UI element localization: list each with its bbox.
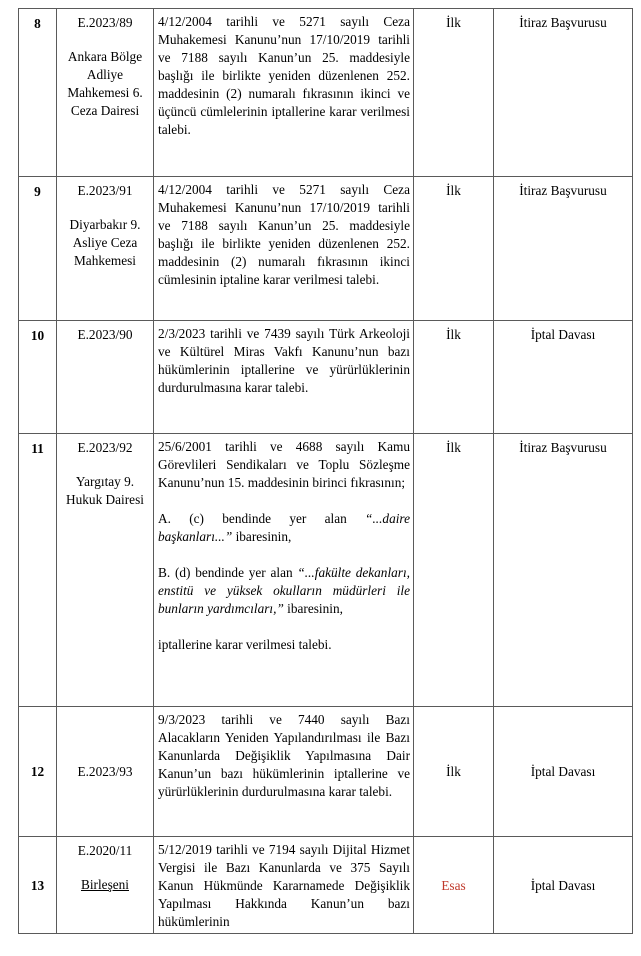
case-table bbox=[18, 8, 633, 934]
case-subject: 4/12/2004 tarihli ve 5271 sayılı Ceza Muhakemesi Kanunu’nun 17/10/2019 tarihli ve 7188 sayılı Kanun’un 25. maddesiyle başlığı ile birlikte yeniden düzenlenen 252. maddesinin (2) numaralı fıkrasının ikinci cümlesinin iptaline karar verilmesi talebi. bbox=[158, 182, 410, 287]
row-number: 9 bbox=[34, 184, 41, 199]
case-type: İtiraz Başvurusu bbox=[519, 440, 607, 455]
table-row bbox=[19, 321, 633, 434]
subject-item-b: B. (d) bendinde yer alan “...fakülte dekanları, enstitü ve yüksek okulların müdürleri ile bunların yardımcıları,” ibaresinin, bbox=[158, 565, 410, 616]
subject-intro: 25/6/2001 tarihli ve 4688 sayılı Kamu Görevlileri Sendikaları ve Toplu Sözleşme Kanunu’nun 15. maddesinin birinci fıkrasının; bbox=[158, 439, 410, 490]
case-number: E.2023/92 bbox=[77, 440, 133, 455]
case-type: İtiraz Başvurusu bbox=[519, 15, 607, 30]
court-name: Diyarbakır 9. Asliye Ceza Mahkemesi bbox=[69, 217, 141, 268]
case-stage: İlk bbox=[446, 327, 461, 342]
merged-case-link[interactable]: Birleşeni bbox=[80, 877, 129, 892]
row-number: 11 bbox=[31, 441, 44, 456]
case-type: İptal Davası bbox=[530, 877, 596, 893]
row-number: 10 bbox=[30, 328, 45, 343]
case-stage: İlk bbox=[446, 183, 461, 198]
case-type: İptal Davası bbox=[530, 327, 596, 342]
table-row bbox=[19, 434, 633, 707]
case-number: E.2023/91 bbox=[77, 183, 133, 198]
case-subject: 4/12/2004 tarihli ve 5271 sayılı Ceza Muhakemesi Kanunu’nun 17/10/2019 tarihli ve 7188 sayılı Kanun’un 25. maddesiyle başlığı ile birlikte yeniden düzenlenen 252. maddesinin (2) numaralı fıkrasının ikinci ve üçüncü cümlelerinin iptallerine karar verilmesi talebi. bbox=[158, 14, 410, 137]
court-name: Ankara Bölge Adliye Mahkemesi 6. Ceza Dairesi bbox=[67, 49, 143, 118]
quoted-phrase: “...fakülte dekanları, enstitü ve yüksek okulların müdürleri ile bunların yardımcıları,” bbox=[158, 565, 410, 616]
case-stage: İlk bbox=[446, 15, 461, 30]
case-type: İtiraz Başvurusu bbox=[519, 183, 607, 198]
case-stage: İlk bbox=[446, 764, 461, 779]
table-row bbox=[19, 177, 633, 321]
table-row bbox=[19, 837, 633, 934]
case-stage: Esas bbox=[441, 877, 466, 893]
case-stage: İlk bbox=[446, 440, 461, 455]
case-type: İptal Davası bbox=[530, 764, 596, 779]
case-subject: 2/3/2023 tarihli ve 7439 sayılı Türk Arkeoloji ve Kültürel Miras Vakfı Kanunu’nun bazı hükümlerinin iptallerine ve yürürlüklerinin durdurulmasına karar talebi. bbox=[158, 326, 410, 395]
case-number: E.2023/90 bbox=[77, 327, 133, 342]
case-number: E.2020/11 bbox=[77, 843, 133, 858]
case-subject: 9/3/2023 tarihli ve 7440 sayılı Bazı Alacakların Yeniden Yapılandırılması ile Bazı Kanunlarda Değişiklik Yapılmasına Dair Kanun’un bazı hükümlerinin iptallerine ve yürürlüklerinin durdurulmasına karar talebi. bbox=[158, 712, 410, 799]
row-number: 12 bbox=[30, 764, 45, 779]
case-number: E.2023/89 bbox=[77, 15, 133, 30]
table-row bbox=[19, 707, 633, 837]
subject-item-a: A. (c) bendinde yer alan “...daire başkanları...” ibaresinin, bbox=[158, 511, 410, 544]
court-name: Yargıtay 9. Hukuk Dairesi bbox=[66, 474, 144, 507]
table-row bbox=[19, 9, 633, 177]
row-number: 13 bbox=[30, 877, 45, 893]
subject-conclusion: iptallerine karar verilmesi talebi. bbox=[158, 637, 332, 652]
quoted-phrase: “...daire başkanları...” bbox=[158, 511, 410, 544]
row-number: 8 bbox=[34, 16, 41, 31]
case-number: E.2023/93 bbox=[77, 764, 133, 779]
case-subject: 5/12/2019 tarihli ve 7194 sayılı Dijital Hizmet Vergisi ile Bazı Kanunlarda ve 375 Sayılı Kanun Hükmünde Kararnamede Değişiklik Yapılması Hakkında Kanun’un bazı hükümlerinin bbox=[158, 842, 410, 929]
